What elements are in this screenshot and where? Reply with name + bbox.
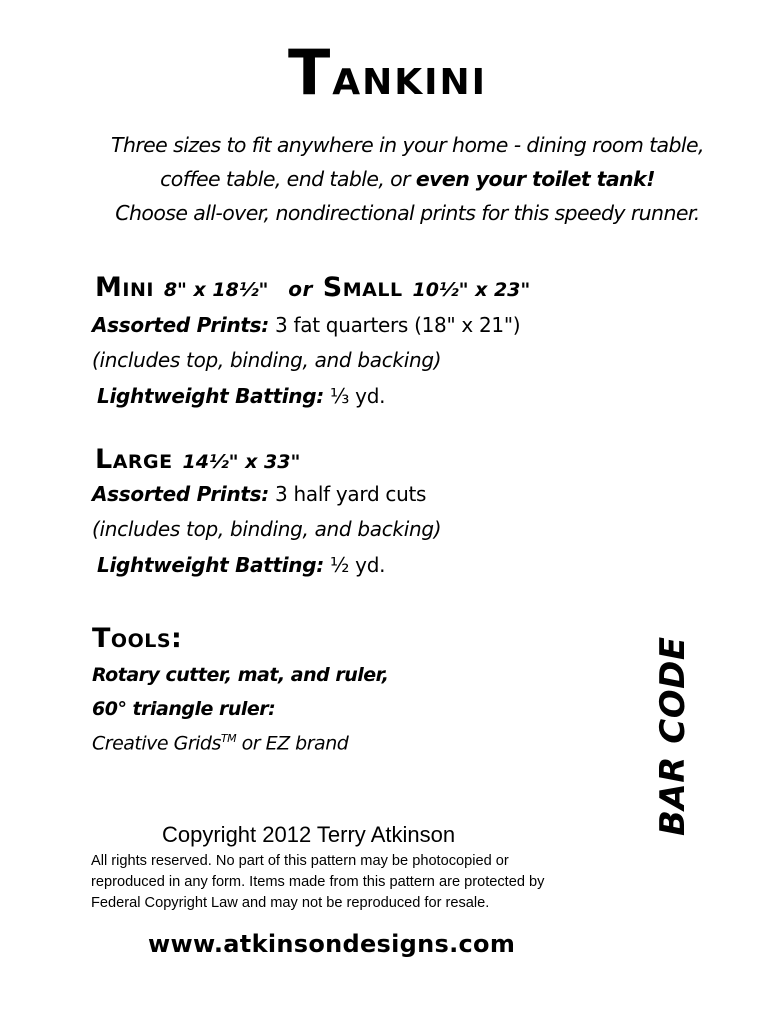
copyright-line: Copyright 2012 Terry Atkinson [162, 822, 456, 847]
intro-line-2-plain: coffee table, end table, or [160, 167, 416, 191]
large-batting-line [97, 555, 385, 575]
tools-line-3-rest: or EZ brand [236, 732, 349, 755]
title-rest: ankini [332, 47, 488, 107]
tools-line-3-brand: Creative Grids [92, 732, 221, 755]
large-prints-line [92, 484, 426, 504]
tools-heading: Tools: [92, 623, 183, 654]
large-prints-value: 3 half yard cuts [268, 482, 427, 506]
website-url: www.atkinsondesigns.com [148, 930, 516, 958]
or-text: or [288, 277, 313, 301]
mini-small-heading [95, 274, 530, 301]
intro-line-2-bold: even your toilet tank! [415, 167, 655, 191]
large-prints-label: Assorted Prints: [92, 482, 269, 506]
barcode-placeholder: BAR CODE [653, 636, 693, 836]
tools-line-1: Rotary cutter, mat, and ruler, [92, 664, 389, 686]
mini-batting-value: ⅓ yd. [323, 384, 386, 408]
title-initial: T [287, 36, 333, 109]
intro-line-2 [0, 162, 775, 196]
tools-line-3 [92, 733, 348, 753]
intro-line-1: Three sizes to fit anywhere in your home - dining room table, [111, 133, 704, 157]
mini-size: 8" x 18½" [163, 279, 269, 301]
large-label: Large [95, 444, 173, 475]
large-batting-label: Lightweight Batting: [97, 553, 324, 577]
small-size: 10½" x 23" [412, 279, 531, 301]
mini-batting-label: Lightweight Batting: [97, 384, 324, 408]
large-includes-line: (includes top, binding, and backing) [92, 517, 442, 541]
mini-includes-line: (includes top, binding, and backing) [92, 348, 442, 372]
tools-line-2: 60° triangle ruler: [92, 698, 276, 720]
small-label: Small [322, 272, 403, 303]
large-size: 14½" x 33" [182, 451, 301, 473]
mini-batting-line [97, 386, 385, 406]
intro-paragraph [0, 128, 775, 230]
page-title [0, 36, 775, 109]
mini-label: Mini [95, 272, 154, 303]
large-batting-value: ½ yd. [323, 553, 386, 577]
trademark-mark: TM [220, 732, 237, 745]
mini-prints-line [92, 315, 520, 335]
large-heading [95, 446, 300, 473]
mini-prints-value: 3 fat quarters (18" x 21") [268, 313, 521, 337]
rights-notice: All rights reserved. No part of this pattern may be photocopied or reproduced in any form. Items made from this pattern are protected by Federal Copyright Law and may not be reproduced for resale. [91, 853, 545, 911]
intro-line-3: Choose all-over, nondirectional prints for this speedy runner. [115, 201, 700, 225]
mini-prints-label: Assorted Prints: [92, 313, 269, 337]
